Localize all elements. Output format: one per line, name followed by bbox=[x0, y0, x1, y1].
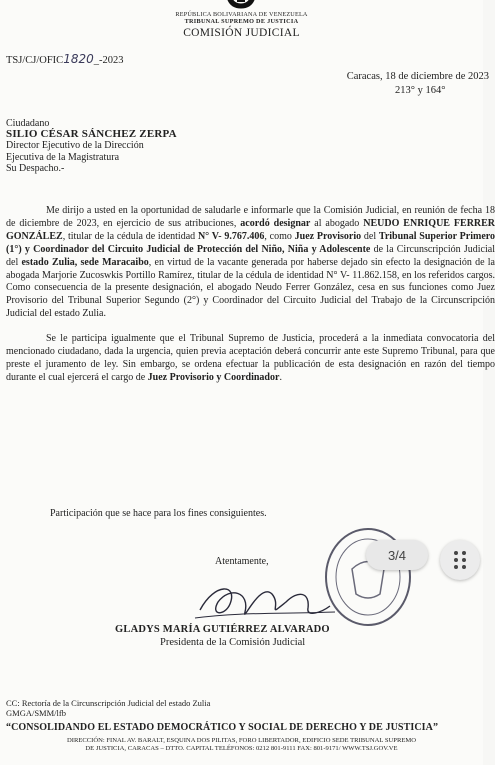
tribunal-heading: TRIBUNAL SUPREMO DE JUSTICIA bbox=[184, 18, 299, 25]
grip-dots-icon[interactable] bbox=[440, 540, 480, 580]
addressee-name: SILIO CÉSAR SÁNCHEZ ZERPA bbox=[6, 128, 177, 141]
reference-number: TSJ/CJ/OFIC1820_-2023 bbox=[6, 52, 124, 66]
addressee-role: Director Ejecutivo de la Dirección bbox=[6, 140, 144, 152]
signatory-title: Presidenta de la Comisión Judicial bbox=[160, 637, 306, 648]
signatory-name: GLADYS MARÍA GUTIÉRREZ ALVARADO bbox=[115, 624, 330, 635]
institutional-motto: “CONSOLIDANDO EL ESTADO DEMOCRÁTICO Y SOCIAL DE DERECHO Y DE JUSTICIA” bbox=[6, 722, 439, 733]
paragraph-1: Me dirijo a usted en la oportunidad de saludarle e informarle que la Comisión Judicial, en reunión de fecha 18 de diciembre de 2023, en ejercicio de sus atribuciones, acordó designar al abogado NEUDO ENRIQUE FERRER GONZÁLEZ, titular de la cédula de identidad N° V- 9.767.406, como Juez Provisorio del Tribunal Superior Primero (1°) y Coordinador del Circuito Judicial de Protección del Niño, Niña y Adolescente de la Circunscripción Judicial del estado Zulia, sede Maracaibo, en virtud de la vacante generada por haberse dejado sin efecto la designación de la abogada Marjorie Zucoswkis Portillo Ramírez, titular de la cédula de identidad N° V- 11.862.158, en los referidos cargos. Como consecuencia de la presente designación, el abogado Neudo Ferrer González, cesa en sus funciones como Juez Provisorio del Tribunal Superior Segundo (2°) y Coordinador del Circuito Judicial del Trabajo de la Circunscripción Judicial del estado Zulia. bbox=[6, 205, 495, 320]
grip-dots-icon-graphic bbox=[453, 550, 467, 570]
years-line: 213° y 164° bbox=[395, 85, 446, 96]
handwritten-signature bbox=[190, 572, 340, 630]
despacho-line: Su Despacho.- bbox=[6, 162, 65, 174]
addressee-role: Ejecutiva de la Magistratura bbox=[6, 151, 120, 163]
salutation: Ciudadano bbox=[6, 118, 50, 129]
commission-heading: COMISIÓN JUDICIAL bbox=[183, 27, 300, 39]
atentamente: Atentamente, bbox=[215, 556, 269, 567]
cc-block: CC: Rectoría de la Circunscripción Judicial del estado Zulia GMGA/SMM/lfb bbox=[6, 698, 211, 718]
republic-heading: REPÚBLICA BOLIVARIANA DE VENEZUELA bbox=[175, 11, 308, 18]
date-line: Caracas, 18 de diciembre de 2023 bbox=[346, 71, 489, 82]
paragraph-2: Se le participa igualmente que el Tribunal Supremo de Justicia, procederá a la inmediata convocatoria del mencionado ciudadano, dada la urgencia, quien previa aceptación deberá concurrir ante este Supremo Tribunal, para que preste el juramento de ley. Sin embargo, se ordena efectuar la publicación de esta designación en razón del tiempo durante el cual ejercerá el cargo de Juez Provisorio y Coordinador. bbox=[6, 333, 495, 383]
coat-of-arms-logo bbox=[206, 0, 276, 10]
footer-address: DIRECCIÓN: FINAL AV. BARALT, ESQUINA DOS PILITAS, FORO LIBERTADOR, EDIFICIO SEDE TRIBUNAL SUPREMO DE JUSTICIA, CARACAS – DTTO. CAPITAL TELÉFONOS: 0212 801-9111 FAX: 801-9171/ WWW.TSJ.GOV.VE bbox=[66, 737, 417, 753]
page-indicator[interactable]: 3/4 bbox=[366, 540, 428, 570]
letter-body bbox=[6, 205, 495, 397]
addressee-block bbox=[6, 118, 177, 174]
handwritten-number: 1820 bbox=[63, 52, 94, 66]
closing-line: Participación que se hace para los fines consiguientes. bbox=[50, 508, 267, 519]
